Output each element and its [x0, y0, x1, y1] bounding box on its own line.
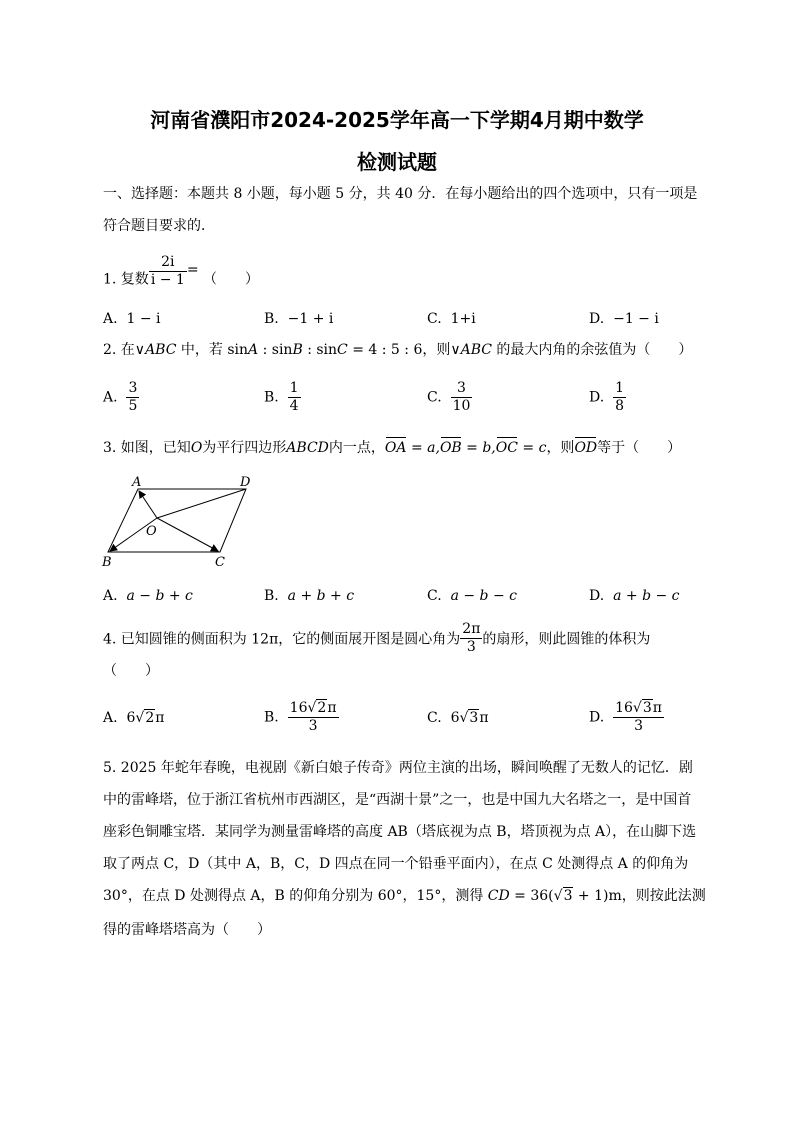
- label-a: A: [132, 475, 142, 490]
- frac-den: 3: [634, 718, 643, 734]
- option-letter: D.: [589, 311, 605, 327]
- q1-fraction: [149, 254, 187, 289]
- q4-option-b: [264, 700, 339, 735]
- vector-ob: OB: [439, 440, 462, 456]
- option-letter: D.: [589, 709, 605, 726]
- q4-option-a: A. 6√2π: [103, 710, 165, 726]
- option-fraction: [288, 380, 301, 415]
- q3-option-b: [264, 586, 354, 606]
- option-fraction: [288, 700, 339, 735]
- q2-text: 中，若 sin: [176, 342, 249, 358]
- q1-frac-den: i − 1: [150, 272, 185, 288]
- vector-oc-arrow: [157, 518, 218, 551]
- q5-text: = 36(: [509, 888, 554, 904]
- parallelogram-figure: [100, 472, 270, 572]
- option-text: 1 − i: [126, 311, 161, 327]
- q1-equals: =: [186, 261, 199, 278]
- pi: π: [479, 710, 489, 726]
- option-letter: B.: [264, 389, 279, 406]
- option-text: −1 + i: [287, 311, 334, 327]
- frac-num: 3: [128, 380, 138, 396]
- coef: 16: [615, 700, 633, 716]
- option-fraction: [451, 380, 473, 415]
- q1-prefix: 1. 复数: [103, 271, 149, 288]
- parallelogram-shape: [108, 489, 246, 552]
- option-letter: B.: [264, 709, 279, 726]
- label-c: C: [215, 555, 225, 570]
- label-o: O: [146, 524, 157, 539]
- coef: 6: [126, 710, 136, 726]
- option-fraction: [613, 700, 664, 735]
- option-text: a − b − c: [450, 588, 517, 604]
- option-letter: C.: [427, 389, 442, 406]
- radicand: 2: [145, 710, 155, 726]
- frac-den: 4: [289, 398, 299, 414]
- frac-den: 3: [466, 639, 476, 655]
- question-1: [103, 254, 260, 297]
- frac-num: 16√3π: [615, 700, 662, 716]
- q2-option-b: [264, 380, 301, 415]
- q3-eq: = a,: [406, 440, 440, 456]
- option-letter: C.: [427, 710, 442, 726]
- option-letter: D.: [589, 389, 605, 406]
- q3-text: ，则: [546, 440, 575, 456]
- q4-fraction: [460, 621, 482, 656]
- option-letter: B.: [264, 588, 279, 604]
- q4-text: 的扇形，则此圆锥的体积为: [482, 631, 651, 648]
- question-5-line6: 得的雷峰塔塔高为（ ）: [103, 922, 271, 938]
- section-intro-line2: 符合题目要求的．: [103, 218, 215, 234]
- q2-option-a: [103, 380, 139, 415]
- q1-option-a: [103, 309, 160, 329]
- q3-eq: = c: [517, 440, 547, 456]
- pi: π: [155, 710, 165, 726]
- frac-num: 2π: [462, 621, 481, 637]
- frac-den: 3: [308, 718, 318, 734]
- q5-text: + 1)m，则按此法测: [573, 888, 706, 904]
- question-4: [103, 622, 650, 657]
- option-text: a + b − c: [613, 588, 680, 604]
- option-letter: C.: [427, 588, 442, 604]
- option-text: a + b + c: [287, 588, 355, 604]
- question-3: [103, 438, 681, 458]
- q3-option-a: [103, 586, 193, 606]
- frac-num: 16√2π: [289, 700, 337, 716]
- frac-den: 10: [452, 398, 471, 414]
- q1-option-b: [264, 309, 333, 329]
- pi: π: [327, 700, 337, 716]
- q4-paren: （ ）: [103, 663, 159, 679]
- q4-option-c: C. 6√3π: [427, 710, 489, 726]
- option-text: a − b + c: [126, 588, 193, 604]
- label-b: B: [102, 555, 112, 570]
- q1-paren: （ ）: [203, 271, 260, 288]
- q3-var: ABCD: [286, 440, 329, 456]
- option-letter: B.: [264, 311, 279, 327]
- vector-od: OD: [574, 440, 598, 456]
- frac-num: 1: [289, 380, 299, 396]
- frac-den: 8: [615, 398, 625, 414]
- q3-option-c: [427, 586, 517, 606]
- vector-oa-arrow: [139, 491, 157, 518]
- segment-od: [157, 489, 246, 518]
- q3-text: 3. 如图，已知: [103, 440, 191, 456]
- option-text: 1+i: [450, 311, 476, 327]
- option-letter: A.: [103, 389, 118, 406]
- q5-var: CD: [487, 888, 510, 904]
- vector-oc: OC: [495, 440, 518, 456]
- section-intro-line1: 一、选择题：本题共 8 小题，每小题 5 分，共 40 分．在每小题给出的四个选项中，只有一项是: [103, 186, 698, 202]
- frac-num: 3: [451, 380, 473, 398]
- q2-var: ABC: [145, 342, 177, 358]
- q4-option-d: [589, 700, 664, 735]
- q2-option-d: [589, 380, 626, 415]
- option-fraction: [126, 380, 139, 415]
- q2-text: = 4 : 5 : 6，则∨: [347, 342, 461, 358]
- q1-option-d: [589, 309, 659, 329]
- q2-var: A: [248, 342, 259, 358]
- q1-frac-num: 2i: [149, 254, 187, 272]
- q3-text: 内一点，: [328, 440, 385, 456]
- question-2: [103, 340, 692, 360]
- q2-text: 的最大内角的余弦值为（ ）: [491, 342, 693, 358]
- radicand: 3: [563, 888, 573, 904]
- q2-option-c: [427, 380, 472, 415]
- label-d: D: [240, 475, 251, 490]
- q3-text: 为平行四边形: [202, 440, 287, 456]
- q2-text: : sin: [258, 342, 293, 358]
- option-letter: A.: [103, 588, 118, 604]
- radicand: 2: [317, 700, 327, 716]
- page-subtitle: 检测试题: [357, 150, 437, 174]
- q2-var: ABC: [460, 342, 492, 358]
- q2-var: B: [292, 342, 303, 358]
- q3-var: O: [190, 440, 203, 456]
- question-5-line5: 30°，在点 D 处测得点 A，B 的仰角分别为 60°，15°，测得 CD = 36(√3 + 1)m，则按此法测: [103, 888, 706, 904]
- question-5-line3: 座彩色铜雕宝塔．某同学为测量雷峰塔的高度 AB（塔底视为点 B，塔顶视为点 A），在山脚下选: [103, 824, 697, 840]
- q3-text: 等于（ ）: [597, 440, 682, 456]
- coef: 16: [289, 700, 308, 716]
- question-5-line1: 5. 2025 年蛇年春晚，电视剧《新白娘子传奇》两位主演的出场，瞬间唤醒了无数人的记忆．剧: [103, 760, 693, 776]
- question-5-line4: 取了两点 C，D（其中 A，B，C，D 四点在同一个铅垂平面内），在点 C 处测得点 A 的仰角为: [103, 856, 689, 872]
- option-letter: A.: [103, 710, 118, 726]
- q2-text: 2. 在∨: [103, 342, 146, 358]
- radicand: 3: [642, 700, 652, 716]
- coef: 6: [450, 710, 460, 726]
- q5-text: 30°，在点 D 处测得点 A，B 的仰角分别为 60°，15°，测得: [103, 888, 488, 904]
- frac-num: 1: [615, 380, 625, 396]
- option-letter: D.: [589, 588, 605, 604]
- q2-var: C: [337, 342, 348, 358]
- option-letter: A.: [103, 311, 118, 327]
- q2-text: : sin: [302, 342, 338, 358]
- option-fraction: [613, 380, 626, 415]
- option-text: −1 − i: [613, 311, 659, 327]
- radicand: 3: [469, 710, 479, 726]
- frac-den: 5: [128, 398, 138, 414]
- q3-eq: = b,: [461, 440, 496, 456]
- page-title: 河南省濮阳市2024-2025学年高一下学期4月期中数学: [150, 108, 644, 132]
- q4-text: 4. 已知圆锥的侧面积为 12π，它的侧面展开图是圆心角为: [103, 631, 461, 648]
- option-letter: C.: [427, 311, 442, 327]
- pi: π: [652, 700, 662, 716]
- question-5-line2: 中的雷峰塔，位于浙江省杭州市西湖区，是“西湖十景”之一，也是中国九大名塔之一，是中国首: [103, 792, 692, 808]
- q1-option-c: [427, 309, 476, 329]
- q3-option-d: [589, 586, 680, 606]
- vector-oa: OA: [384, 440, 407, 456]
